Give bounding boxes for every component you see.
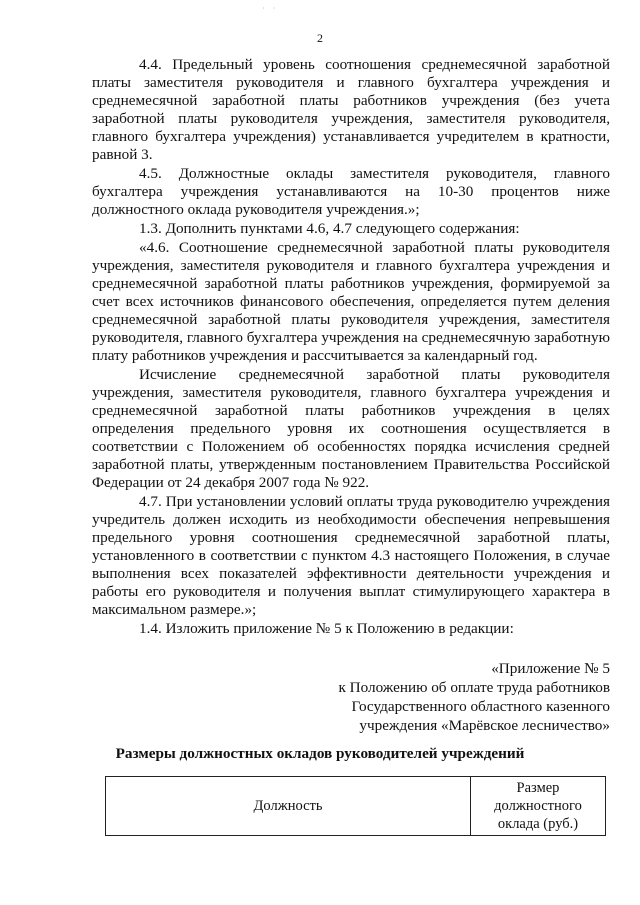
document-body — [92, 56, 610, 638]
table-header-row — [106, 777, 606, 836]
paragraph-4-6: «4.6. Соотношение среднемесячной заработной платы руководителя учреждения, заместителя руководителя и главного бухгалтера учреждения и среднемесячной заработной платы работников учреждения, формируемой за счет всех источников финансового обеспечения, определяется путем деления среднемесячной заработной платы руководителя учреждения, заместителя руководителя, главного бухгалтера учреждения на среднемесячную заработную плату работников учреждения и рассчитывается за календарный год. — [92, 239, 610, 364]
appendix-line: к Положению об оплате труда работников — [338, 679, 610, 696]
header-line: должностного — [494, 798, 582, 814]
appendix-line: «Приложение № 5 — [491, 660, 610, 677]
paragraph-1-3: 1.3. Дополнить пунктами 4.6, 4.7 следующего содержания: — [139, 220, 520, 237]
header-line: Размер — [516, 780, 560, 796]
header-position: Должность — [106, 777, 471, 836]
scan-mark: · · — [262, 4, 279, 13]
paragraph-calculation: Исчисление среднемесячной заработной платы руководителя учреждения, заместителя руководителя, главного бухгалтера учреждения и среднемесячной заработной платы работников учреждения в целях определения предельного уровня их соотношения осуществляется в соответствии с Положением об особенностях порядка исчисления средней заработной платы, утвержденным постановлением Правительства Российской Федерации от 24 декабря 2007 года № 922. — [92, 366, 610, 491]
appendix-line: Государственного областного казенного — [351, 698, 610, 715]
header-line: оклада (руб.) — [497, 816, 579, 832]
table-title: Размеры должностных окладов руководителей учреждений — [115, 745, 525, 762]
paragraph-1-4: 1.4. Изложить приложение № 5 к Положению в редакции: — [139, 620, 514, 637]
paragraph-4-5: 4.5. Должностные оклады заместителя руководителя, главного бухгалтера учреждения устанавливаются на 10-30 процентов ниже должностного оклада руководителя учреждения.»; — [92, 165, 610, 218]
appendix-line: учреждения «Марёвское лесничество» — [359, 717, 610, 734]
page-number: 2 — [317, 31, 323, 45]
paragraph-4-7: 4.7. При установлении условий оплаты труда руководителю учреждения учредитель должен исходить из необходимости обеспечения непревышения предельного уровня соотношения среднемесячной заработной платы, установленного в соответствии с пунктом 4.3 настоящего Положения, в случае выполнения всех показателей эффективности деятельности учреждения и работы его руководителя и получения выплат стимулирующего характера в максимальном размере.»; — [92, 493, 610, 618]
paragraph-4-4: 4.4. Предельный уровень соотношения среднемесячной заработной платы заместителя руководителя и главного бухгалтера учреждения и среднемесячной заработной платы работников учреждения (без учета заработной платы руководителя учреждения, заместителя руководителя, главного бухгалтера учреждения) устанавливается учредителем в кратности, равной 3. — [92, 56, 610, 163]
salary-table — [105, 776, 606, 836]
header-salary-size — [471, 777, 606, 836]
appendix-heading — [338, 659, 610, 735]
